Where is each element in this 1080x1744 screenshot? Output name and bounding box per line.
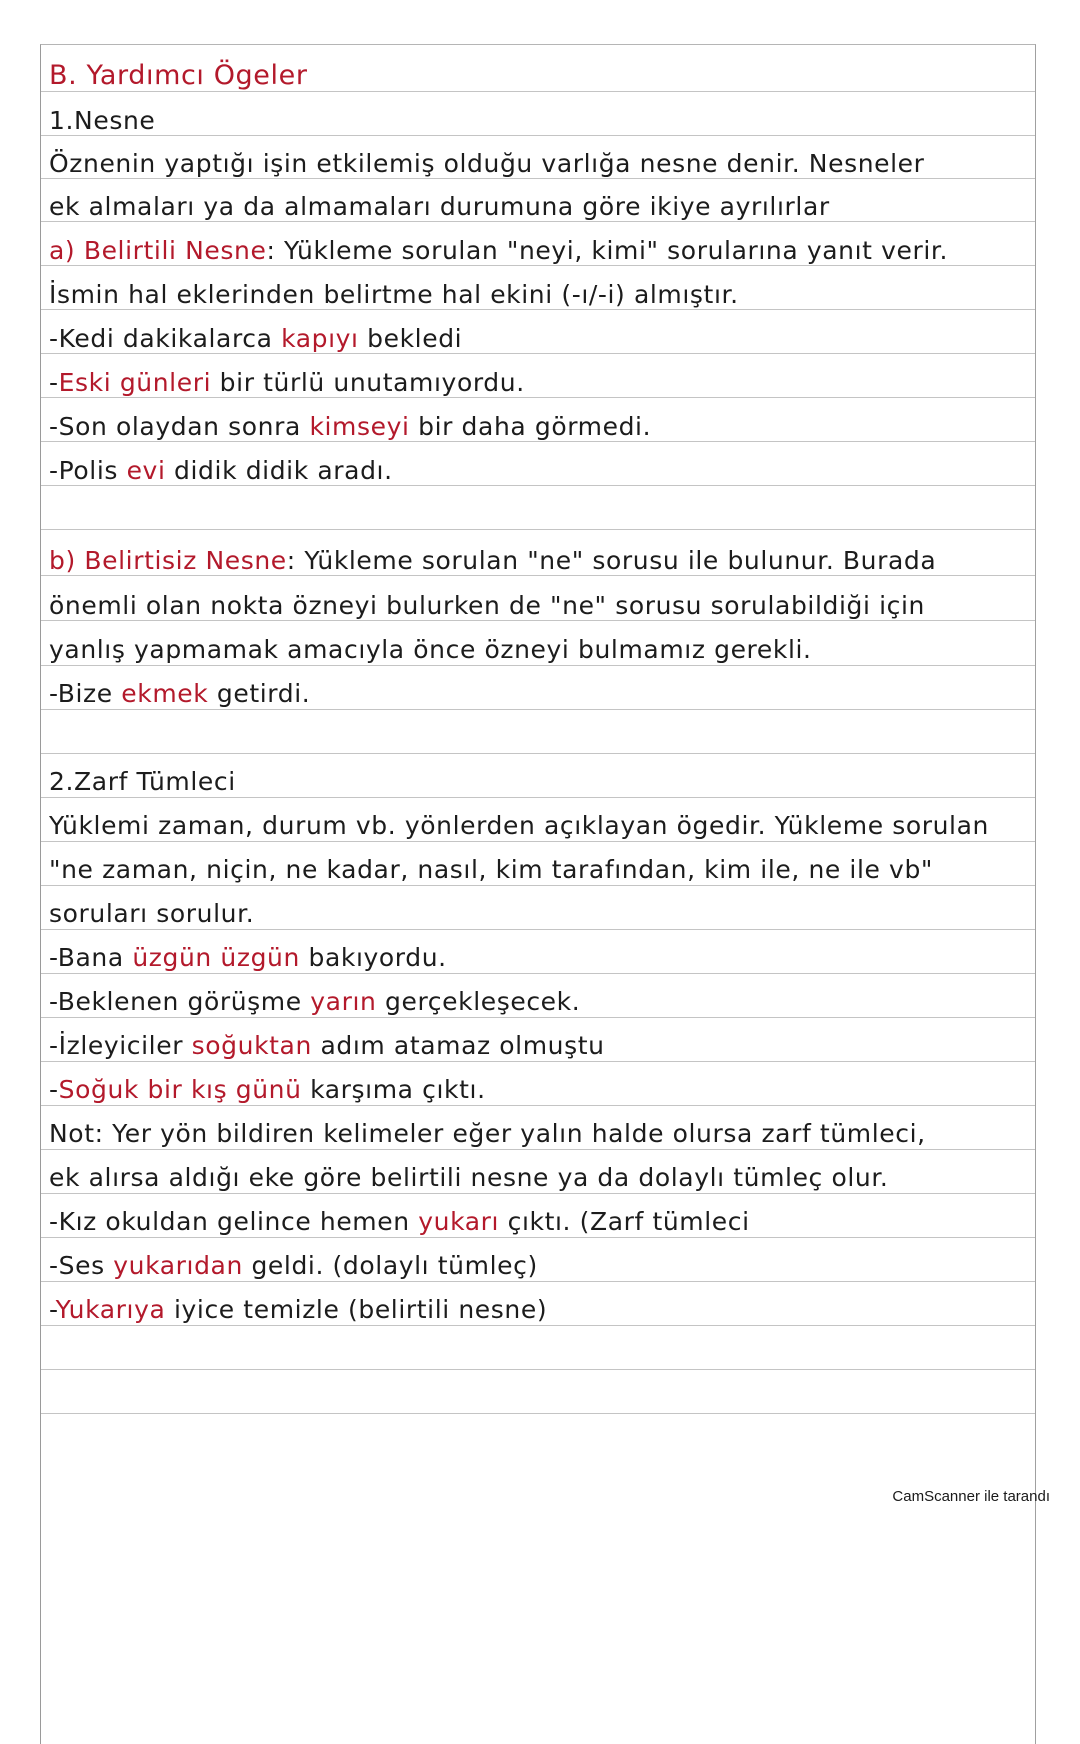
- example-item: -Kız okuldan gelince hemen yukarı çıktı. (Zarf tümleci: [49, 1207, 750, 1236]
- example-item: -Bana üzgün üzgün bakıyordu.: [49, 943, 447, 972]
- section-title: B. Yardımcı Ögeler: [49, 60, 308, 91]
- intro-line: ek almaları ya da almamaları durumuna göre ikiye ayrılırlar: [49, 192, 830, 221]
- belirtili-label: a) Belirtili Nesne: [49, 236, 267, 265]
- ruled-line: [41, 973, 1035, 974]
- highlight: yarın: [310, 987, 377, 1016]
- ruled-line: [41, 1369, 1035, 1370]
- example-item: -Bize ekmek getirdi.: [49, 679, 311, 708]
- ruled-line: [41, 797, 1035, 798]
- highlight: soğuktan: [191, 1031, 312, 1060]
- highlight: kimseyi: [309, 412, 410, 441]
- example-item: -Ses yukarıdan geldi. (dolaylı tümleç): [49, 1251, 538, 1280]
- highlight: yukarı: [418, 1207, 500, 1236]
- belirtisiz-text: önemli olan nokta özneyi bulurken de "ne" sorusu sorulabildiği için: [49, 591, 925, 620]
- belirtisiz-definition: b) Belirtisiz Nesne: Yükleme sorulan "ne" sorusu ile bulunur. Burada: [49, 546, 937, 575]
- example-item: -Kedi dakikalarca kapıyı bekledi: [49, 324, 463, 353]
- note-label: Not: [49, 1119, 95, 1148]
- highlight: evi: [126, 456, 166, 485]
- ruled-line: [41, 885, 1035, 886]
- highlight: kapıyı: [281, 324, 359, 353]
- highlight: üzgün üzgün: [132, 943, 300, 972]
- ruled-line: [41, 841, 1035, 842]
- ruled-line: [41, 665, 1035, 666]
- belirtisiz-text: yanlış yapmamak amacıyla önce özneyi bulmamız gerekli.: [49, 635, 812, 664]
- zarf-text: "ne zaman, niçin, ne kadar, nasıl, kim tarafından, kim ile, ne ile vb": [49, 855, 934, 884]
- example-item: -Polis evi didik didik aradı.: [49, 456, 393, 485]
- note-text: Not: Yer yön bildiren kelimeler eğer yalın halde olursa zarf tümleci,: [49, 1119, 926, 1148]
- example-item: -Eski günleri bir türlü unutamıyordu.: [49, 368, 525, 397]
- ruled-line: [41, 1149, 1035, 1150]
- zarf-heading: 2.Zarf Tümleci: [49, 767, 236, 796]
- belirtili-definition-2: İsmin hal eklerinden belirtme hal ekini (-ı/-i) almıştır.: [49, 280, 739, 309]
- ruled-line: [41, 1193, 1035, 1194]
- ruled-line: [41, 1413, 1035, 1414]
- ruled-line: [41, 1061, 1035, 1062]
- ruled-line: [41, 753, 1035, 754]
- example-item: -Beklenen görüşme yarın gerçekleşecek.: [49, 987, 581, 1016]
- ruled-line: [41, 1325, 1035, 1326]
- nesne-heading: 1.Nesne: [49, 106, 156, 135]
- zarf-text: soruları sorulur.: [49, 899, 255, 928]
- ruled-line: [41, 1017, 1035, 1018]
- intro-line: Öznenin yaptığı işin etkilemiş olduğu varlığa nesne denir. Nesneler: [49, 149, 925, 178]
- notebook-page: [40, 44, 1036, 1744]
- ruled-line: [41, 1237, 1035, 1238]
- example-item: -Soğuk bir kış günü karşıma çıktı.: [49, 1075, 486, 1104]
- zarf-text: Yüklemi zaman, durum vb. yönlerden açıklayan ögedir. Yükleme sorulan: [49, 811, 989, 840]
- example-item: -Yukarıya iyice temizle (belirtili nesne): [49, 1295, 548, 1324]
- ruled-line: [41, 709, 1035, 710]
- belirtili-definition: a) Belirtili Nesne: Yükleme sorulan "neyi, kimi" sorularına yanıt verir.: [49, 236, 949, 265]
- example-item: -Son olaydan sonra kimseyi bir daha görmedi.: [49, 412, 652, 441]
- highlight: Yukarıya: [55, 1295, 166, 1324]
- highlight: yukarıdan: [113, 1251, 243, 1280]
- highlight: Soğuk bir kış günü: [58, 1075, 302, 1104]
- ruled-line: [41, 1105, 1035, 1106]
- ruled-line: [41, 91, 1035, 92]
- ruled-line: [41, 529, 1035, 530]
- highlight: Eski günleri: [58, 368, 212, 397]
- scanner-watermark: CamScanner ile tarandı: [892, 1488, 1050, 1505]
- ruled-line: [41, 929, 1035, 930]
- highlight: ekmek: [121, 679, 209, 708]
- belirtisiz-label: b) Belirtisiz Nesne: [49, 546, 287, 575]
- example-item: -İzleyiciler soğuktan adım atamaz olmuştu: [49, 1031, 605, 1060]
- ruled-line: [41, 1281, 1035, 1282]
- note-text: ek alırsa aldığı eke göre belirtili nesne ya da dolaylı tümleç olur.: [49, 1163, 889, 1192]
